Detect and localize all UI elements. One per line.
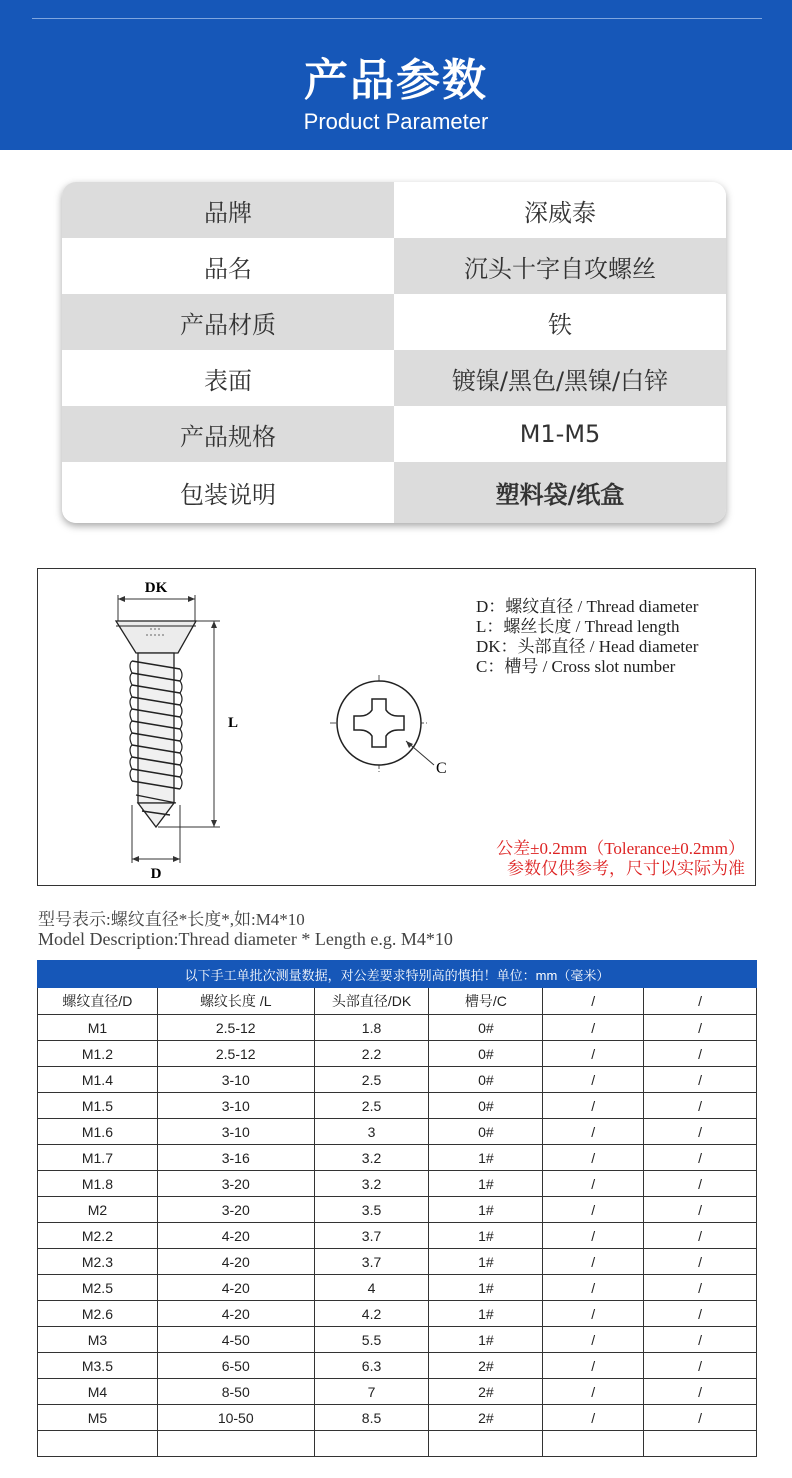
legend-item: C：槽号 / Cross slot number xyxy=(476,657,676,676)
table-cell: M5 xyxy=(38,1405,158,1431)
table-cell: / xyxy=(644,1379,757,1405)
table-row xyxy=(38,1379,757,1405)
table-row xyxy=(38,1431,757,1457)
table-cell: 1# xyxy=(429,1275,543,1301)
table-cell: 2.5-12 xyxy=(157,1015,314,1041)
table-cell: M1.7 xyxy=(38,1145,158,1171)
table-cell: / xyxy=(543,1405,644,1431)
param-label: 包装说明 xyxy=(62,462,394,523)
legend-item: D：螺纹直径 / Thread diameter xyxy=(476,597,699,616)
column-header: / xyxy=(644,988,757,1015)
table-cell: 3-10 xyxy=(157,1093,314,1119)
table-cell xyxy=(644,1431,757,1457)
table-cell: 2.5-12 xyxy=(157,1041,314,1067)
table-cell: / xyxy=(644,1275,757,1301)
table-row xyxy=(38,1041,757,1067)
param-row-packaging xyxy=(62,462,726,523)
table-cell: / xyxy=(543,1015,644,1041)
table-cell: M2.2 xyxy=(38,1223,158,1249)
table-cell: M2 xyxy=(38,1197,158,1223)
table-cell: 3-20 xyxy=(157,1171,314,1197)
table-cell: 1# xyxy=(429,1145,543,1171)
table-cell: M1.4 xyxy=(38,1067,158,1093)
column-header: 螺纹长度 /L xyxy=(157,988,314,1015)
table-cell: 3-16 xyxy=(157,1145,314,1171)
table-cell: 3.7 xyxy=(314,1249,429,1275)
table-cell: 1# xyxy=(429,1301,543,1327)
table-row xyxy=(38,1301,757,1327)
table-cell: / xyxy=(543,1171,644,1197)
table-cell: M2.5 xyxy=(38,1275,158,1301)
table-cell: 3-10 xyxy=(157,1067,314,1093)
table-cell: / xyxy=(644,1119,757,1145)
param-label: 品名 xyxy=(62,238,394,294)
table-cell: 3-20 xyxy=(157,1197,314,1223)
table-cell: 1# xyxy=(429,1249,543,1275)
table-cell: 4-20 xyxy=(157,1223,314,1249)
table-row xyxy=(38,1353,757,1379)
table-cell xyxy=(38,1431,158,1457)
param-value: 塑料袋/纸盒 xyxy=(394,462,726,523)
table-cell: 1# xyxy=(429,1223,543,1249)
param-row-brand xyxy=(62,182,726,238)
param-row-surface xyxy=(62,350,726,406)
table-cell: 4-20 xyxy=(157,1249,314,1275)
param-value: 沉头十字自攻螺丝 xyxy=(394,238,726,294)
table-cell: / xyxy=(644,1353,757,1379)
legend-item: L：螺丝长度 / Thread length xyxy=(476,617,680,636)
table-cell: M2.3 xyxy=(38,1249,158,1275)
table-cell: M1.5 xyxy=(38,1093,158,1119)
table-cell: / xyxy=(644,1145,757,1171)
param-row-material xyxy=(62,294,726,350)
table-cell xyxy=(543,1431,644,1457)
table-cell: / xyxy=(644,1197,757,1223)
table-cell: 1# xyxy=(429,1197,543,1223)
table-row xyxy=(38,1171,757,1197)
table-cell: / xyxy=(644,1249,757,1275)
model-description-en: Model Description:Thread diameter * Length e.g. M4*10 xyxy=(38,929,453,949)
table-body xyxy=(38,988,757,1457)
table-cell: 2# xyxy=(429,1405,543,1431)
table-cell: / xyxy=(543,1093,644,1119)
table-cell: M3 xyxy=(38,1327,158,1353)
table-cell: 1# xyxy=(429,1171,543,1197)
table-cell: 4-50 xyxy=(157,1327,314,1353)
table-cell: 1# xyxy=(429,1327,543,1353)
label-d: D xyxy=(150,866,162,882)
table-cell: 8.5 xyxy=(314,1405,429,1431)
table-cell: 0# xyxy=(429,1041,543,1067)
screw-diagram xyxy=(37,568,756,886)
table-cell: 2.5 xyxy=(314,1067,429,1093)
table-cell: 6-50 xyxy=(157,1353,314,1379)
table-cell: / xyxy=(543,1145,644,1171)
table-cell: M2.6 xyxy=(38,1301,158,1327)
table-cell: / xyxy=(543,1327,644,1353)
table-cell: 3.5 xyxy=(314,1197,429,1223)
dimension-table xyxy=(37,960,757,1457)
param-label: 品牌 xyxy=(62,182,394,238)
param-value: 深威泰 xyxy=(394,182,726,238)
table-cell: 0# xyxy=(429,1093,543,1119)
table-cell: 1.8 xyxy=(314,1015,429,1041)
column-header: 螺纹直径/D xyxy=(38,988,158,1015)
param-value: 镀镍/黑色/黑镍/白锌 xyxy=(394,350,726,406)
table-header-row xyxy=(38,988,757,1015)
table-cell: 5.5 xyxy=(314,1327,429,1353)
table-cell: 0# xyxy=(429,1067,543,1093)
table-cell: 4-20 xyxy=(157,1301,314,1327)
table-cell: 0# xyxy=(429,1015,543,1041)
table-cell: 4-20 xyxy=(157,1275,314,1301)
table-cell: 0# xyxy=(429,1119,543,1145)
param-label: 产品材质 xyxy=(62,294,394,350)
table-row xyxy=(38,1119,757,1145)
table-cell: / xyxy=(644,1223,757,1249)
table-cell: 7 xyxy=(314,1379,429,1405)
table-row xyxy=(38,1223,757,1249)
table-cell: M1.8 xyxy=(38,1171,158,1197)
table-row xyxy=(38,1145,757,1171)
column-header: 头部直径/DK xyxy=(314,988,429,1015)
table-cell: 3 xyxy=(314,1119,429,1145)
reference-note: 参数仅供参考，尺寸以实际为准 xyxy=(507,859,745,878)
table-cell: / xyxy=(543,1223,644,1249)
param-value: M1-M5 xyxy=(394,406,726,462)
table-cell: M1 xyxy=(38,1015,158,1041)
tolerance-note xyxy=(496,839,745,879)
table-cell: M1.2 xyxy=(38,1041,158,1067)
table-cell: M1.6 xyxy=(38,1119,158,1145)
table-cell: 3.2 xyxy=(314,1145,429,1171)
param-row-name xyxy=(62,238,726,294)
table-row xyxy=(38,1197,757,1223)
table-cell: 2.5 xyxy=(314,1093,429,1119)
column-header: / xyxy=(543,988,644,1015)
table-cell: / xyxy=(543,1353,644,1379)
model-description-cn: 型号表示:螺纹直径*长度*,如:M4*10 xyxy=(38,910,305,929)
table-cell: 2.2 xyxy=(314,1041,429,1067)
param-row-spec xyxy=(62,406,726,462)
table-cell: / xyxy=(543,1249,644,1275)
table-cell: / xyxy=(543,1197,644,1223)
banner-divider xyxy=(32,18,762,19)
table-cell: 3.7 xyxy=(314,1223,429,1249)
parameter-card xyxy=(62,182,726,523)
legend-item: DK：头部直径 / Head diameter xyxy=(476,637,699,656)
table-row xyxy=(38,1249,757,1275)
table-row xyxy=(38,1067,757,1093)
table-cell: / xyxy=(644,1041,757,1067)
table-cell: 10-50 xyxy=(157,1405,314,1431)
table-cell xyxy=(314,1431,429,1457)
table-cell: / xyxy=(543,1067,644,1093)
table-cell: / xyxy=(644,1093,757,1119)
table-cell: 3-10 xyxy=(157,1119,314,1145)
param-value: 铁 xyxy=(394,294,726,350)
table-cell: / xyxy=(543,1301,644,1327)
table-cell: 2# xyxy=(429,1353,543,1379)
table-row xyxy=(38,1275,757,1301)
page-title: 产品参数 xyxy=(304,55,488,106)
table-row xyxy=(38,1015,757,1041)
table-cell: M4 xyxy=(38,1379,158,1405)
table-cell: 3.2 xyxy=(314,1171,429,1197)
table-cell: / xyxy=(644,1301,757,1327)
page-subtitle: Product Parameter xyxy=(303,109,489,134)
table-cell: 2# xyxy=(429,1379,543,1405)
tolerance-text: 公差±0.2mm（Tolerance±0.2mm） xyxy=(496,839,745,858)
param-label: 表面 xyxy=(62,350,394,406)
table-cell: 6.3 xyxy=(314,1353,429,1379)
table-cell: / xyxy=(644,1405,757,1431)
table-cell: / xyxy=(644,1015,757,1041)
label-l: L xyxy=(228,715,239,731)
label-dk: DK xyxy=(144,580,168,596)
table-caption: 以下手工单批次测量数据，对公差要求特别高的慎拍！单位：mm（毫米） xyxy=(38,961,757,988)
column-header: 槽号/C xyxy=(429,988,543,1015)
table-row xyxy=(38,1093,757,1119)
table-cell: / xyxy=(644,1067,757,1093)
table-cell: 4 xyxy=(314,1275,429,1301)
table-cell: / xyxy=(543,1379,644,1405)
label-c: C xyxy=(436,760,447,777)
table-row xyxy=(38,1405,757,1431)
table-cell: / xyxy=(644,1327,757,1353)
table-cell: / xyxy=(644,1171,757,1197)
diagram-legend xyxy=(476,597,698,677)
table-cell xyxy=(429,1431,543,1457)
table-cell xyxy=(157,1431,314,1457)
header-banner xyxy=(0,0,792,150)
table-cell: / xyxy=(543,1041,644,1067)
table-cell: 8-50 xyxy=(157,1379,314,1405)
param-label: 产品规格 xyxy=(62,406,394,462)
table-row xyxy=(38,1327,757,1353)
table-cell: 4.2 xyxy=(314,1301,429,1327)
table-cell: / xyxy=(543,1275,644,1301)
table-cell: M3.5 xyxy=(38,1353,158,1379)
table-cell: / xyxy=(543,1119,644,1145)
